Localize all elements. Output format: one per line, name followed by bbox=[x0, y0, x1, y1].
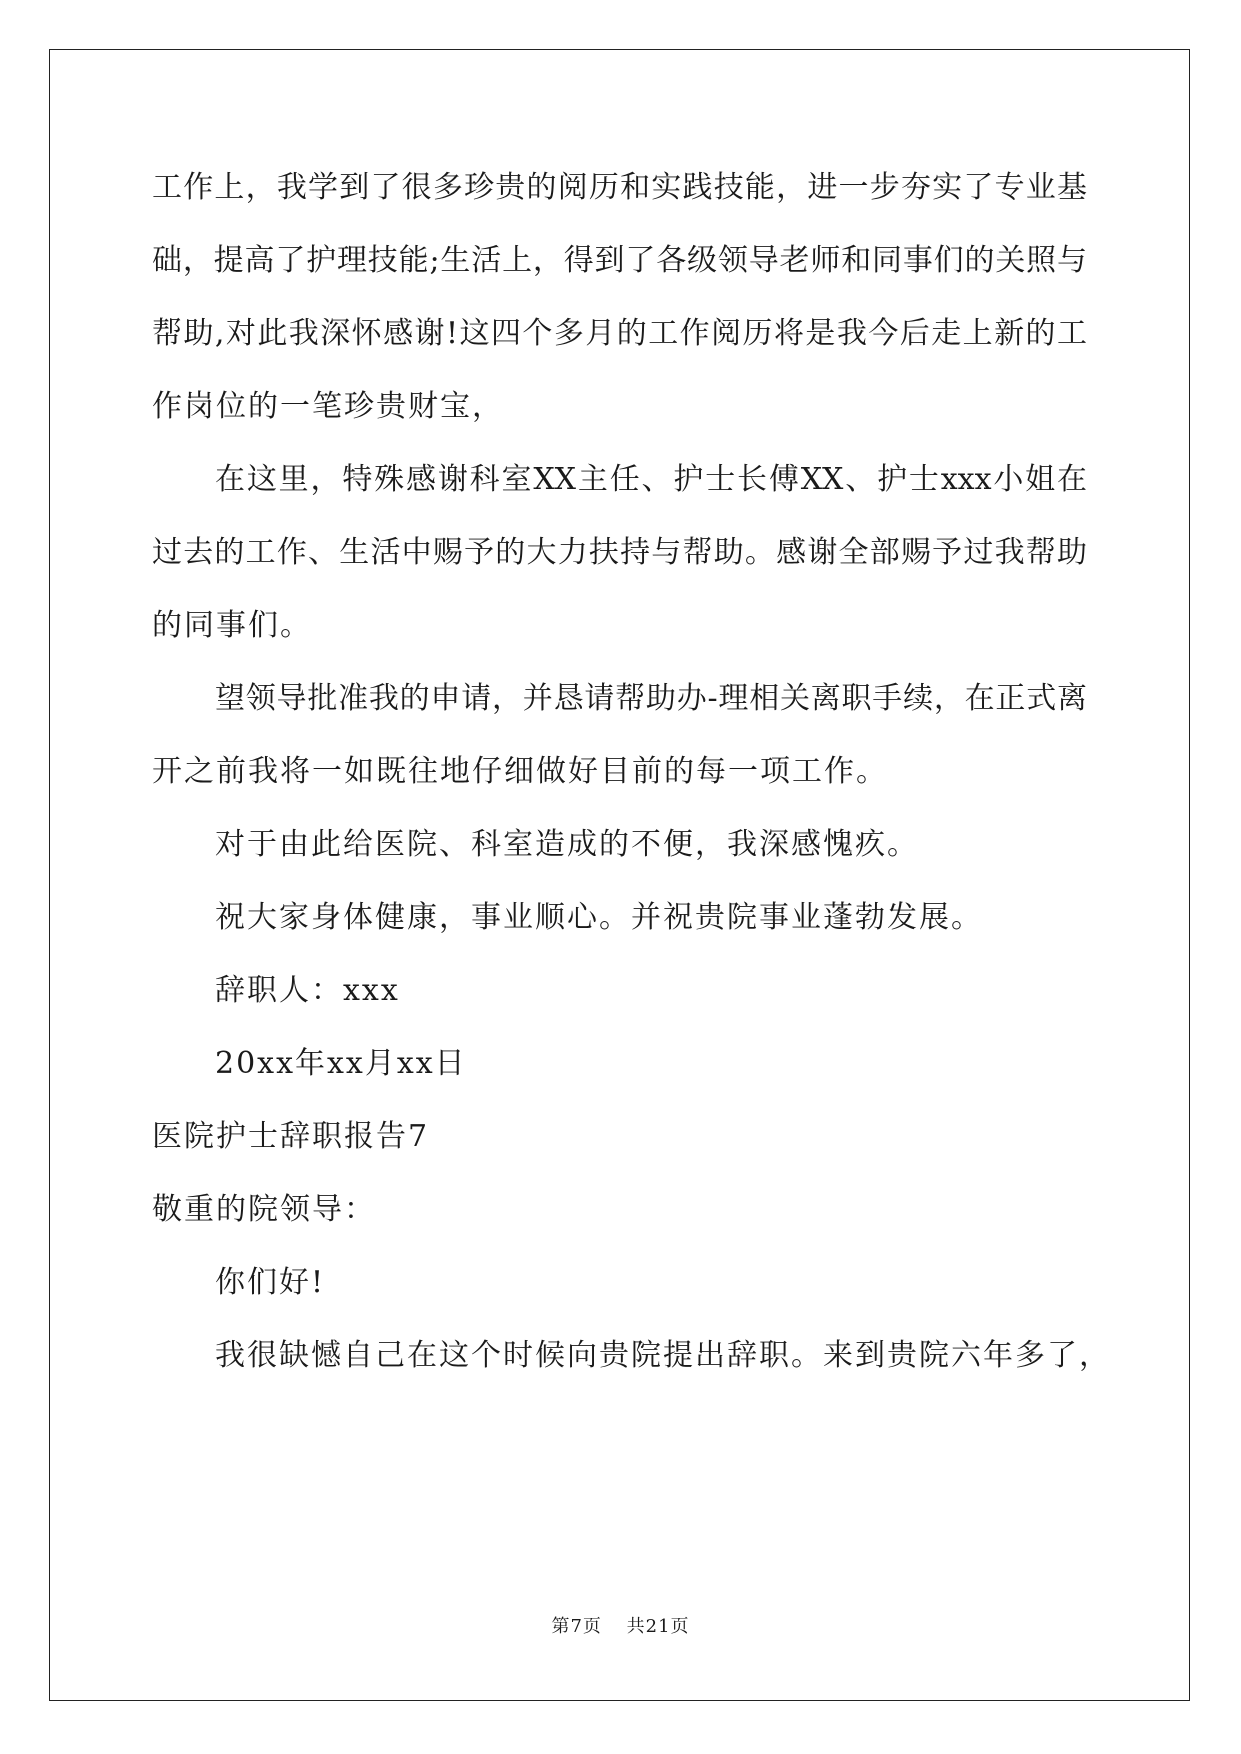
body-line: 开之前我将一如既往地仔细做好目前的每一项工作。 bbox=[152, 754, 888, 789]
body-line: 作岗位的一笔珍贵财宝， bbox=[152, 389, 504, 424]
greeting: 你们好! bbox=[215, 1265, 326, 1300]
body-line: 望领导批准我的申请，并恳请帮助办-理相关离职手续，在正式离 bbox=[215, 681, 1087, 716]
salutation: 敬重的院领导： bbox=[152, 1192, 376, 1227]
page-footer bbox=[0, 1615, 1241, 1639]
body-line: 祝大家身体健康，事业顺心。并祝贵院事业蓬勃发展。 bbox=[215, 900, 983, 935]
body-line: 我很缺憾自己在这个时候向贵院提出辞职。来到贵院六年多了， bbox=[215, 1338, 1111, 1373]
date-line: 20xx年xx月xx日 bbox=[215, 1046, 467, 1081]
body-line: 工作上，我学到了很多珍贵的阅历和实践技能，进一步夯实了专业基 bbox=[152, 170, 1087, 205]
page-number: 第7页 bbox=[551, 1616, 602, 1637]
body-line: 础，提高了护理技能;生活上，得到了各级领导老师和同事们的关照与 bbox=[152, 243, 1087, 278]
page-border bbox=[49, 49, 1190, 1701]
body-line: 过去的工作、生活中赐予的大力扶持与帮助。感谢全部赐予过我帮助 bbox=[152, 535, 1087, 570]
body-line: 的同事们。 bbox=[152, 608, 312, 643]
section-title: 医院护士辞职报告7 bbox=[152, 1119, 430, 1154]
body-line: 在这里，特殊感谢科室XX主任、护士长傅XX、护士xxx小姐在 bbox=[215, 462, 1087, 497]
body-line: 帮助,对此我深怀感谢!这四个多月的工作阅历将是我今后走上新的工 bbox=[152, 316, 1087, 351]
signature-line: 辞职人：xxx bbox=[215, 973, 400, 1008]
page-total: 共21页 bbox=[626, 1616, 690, 1637]
body-line: 对于由此给医院、科室造成的不便，我深感愧疚。 bbox=[215, 827, 919, 862]
